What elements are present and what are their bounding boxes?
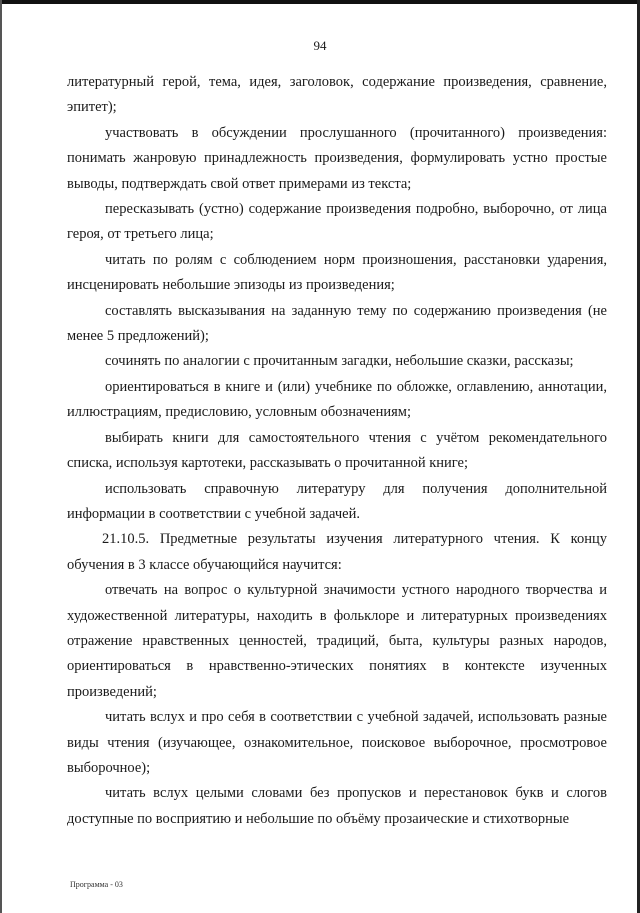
paragraph: составлять высказывания на заданную тему по содержанию произведения (не менее 5 предложений); (67, 302, 607, 345)
page-footer: Программа - 03 (70, 880, 123, 889)
paragraph: выбирать книги для самостоятельного чтения с учётом рекомендательного списка, используя картотеки, рассказывать о прочитанной книге; (67, 429, 607, 472)
scan-left-edge (0, 0, 2, 913)
paragraph: пересказывать (устно) содержание произведения подробно, выборочно, от лица героя, от третьего лица; (67, 201, 607, 243)
paragraph: сочинять по аналогии с прочитанным загадки, небольшие сказки, рассказы; (105, 353, 574, 370)
paragraph: участвовать в обсуждении прослушанного (прочитанного) произведения: понимать жанровую принадлежность произведения, формулировать устно простые выводы, подтверждать свой ответ примерами из текста; (67, 124, 607, 192)
paragraph: читать по ролям с соблюдением норм произношения, расстановки ударения, инсценировать небольшие эпизоды из произведения; (67, 251, 607, 294)
scan-top-edge (0, 0, 640, 4)
section-heading-paragraph: 21.10.5. Предметные результаты изучения литературного чтения. К концу обучения в 3 классе обучающийся научится: (67, 531, 607, 573)
paragraph: отвечать на вопрос о культурной значимости устного народного творчества и художественной литературы, находить в фольклоре и литературных произведениях отражение нравственных ценностей, традиций, быта, культуры разных народов, ориентироваться в нравственно-этических понятиях в контексте изученных произведений; (67, 582, 607, 700)
paragraph: читать вслух целыми словами без пропусков и перестановок букв и слогов доступные по восприятию и небольшие по объёму прозаические и стихотворные (67, 785, 607, 827)
paragraph: ориентироваться в книге и (или) учебнике по обложке, оглавлению, аннотации, иллюстрациям, предисловию, условным обозначениям; (67, 378, 607, 421)
paragraph: использовать справочную литературу для получения дополнительной информации в соответствии с учебной задачей. (67, 480, 607, 522)
paragraph-continuation: литературный герой, тема, идея, заголовок, содержание произведения, сравнение, эпитет); (67, 74, 607, 116)
paragraph: читать вслух и про себя в соответствии с учебной задачей, использовать разные виды чтения (изучающее, ознакомительное, поисковое выборочное, просмотровое выборочное); (67, 709, 607, 776)
page-number: 94 (313, 38, 327, 53)
page-body (67, 70, 607, 832)
